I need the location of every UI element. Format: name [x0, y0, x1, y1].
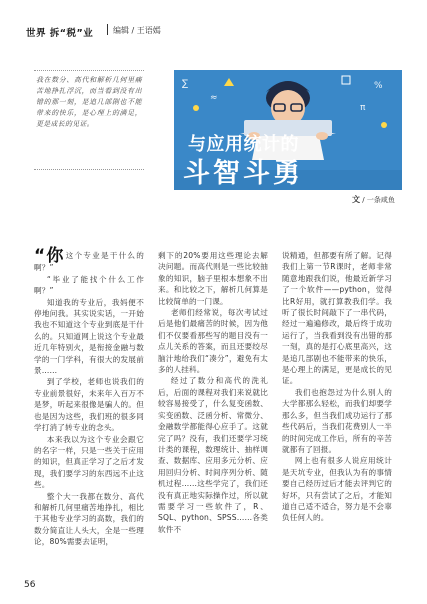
- paragraph: 整个大一我都在数分、高代和解析几何里痛苦地挣扎，相比于其他专业学习的高数，我们的数分简直让人头大，全是一些理论，80%需要去证明，: [34, 491, 144, 547]
- formula-glyph: π: [360, 103, 366, 113]
- section-title: 世界 拆“税”业: [26, 28, 94, 39]
- byline-prefix: 文: [352, 195, 360, 204]
- paragraph: 经过了数分和高代的洗礼后，后面的课程对我们来说就比较容易接受了，什么复变函数、实变函数、泛函分析、常微分、金融数学都能得心应手了。这就完了吗？没有，我们还要学习统计类的课程，数理统计、抽样调查、数据库、应用多元分析、应用回归分析、时间序列分析、随机过程……这些学完了，我们还没有真正地实际操作过，所以就需要学习一些软件了，R、SQL、python、SPSS……各类软件不: [158, 376, 268, 534]
- lead-paragraph: [34, 246, 144, 274]
- drop-cap: “你: [34, 246, 65, 266]
- decor-dot: [193, 105, 199, 111]
- decor-square: [342, 76, 350, 84]
- article-title-line1: 与应用统计的: [188, 134, 299, 155]
- article-title-line2: 斗智斗勇: [183, 158, 303, 189]
- paragraph: 网上也有很多人说应用统计是天坑专业，但我认为有的事情要自己经历过后才能去评判它的好坏，只有尝试了之后，才能知道自己适不适合，努力是不会辜负任何人的。: [282, 456, 392, 523]
- paragraph: “毕业了能找个什么工作啊？”: [34, 274, 144, 296]
- text-column-2: [158, 250, 268, 535]
- decor-triangle: [224, 78, 234, 86]
- paragraph: 剩下的20%要用这些理论去解决问题。而高代则是一些比较抽象的知识，脑子里根本想象不出来。和比较之下，解析几何算是比较简单的一门课。: [158, 251, 268, 306]
- intro-quote: 我在数分、高代和解析几何里痛苦地挣扎浮沉，而当看到没有出错的那一刻，是追几部剧也不能带来的快乐，是心理上的满足，更是成长的见证。: [36, 76, 142, 129]
- paragraph: 本来我以为这个专业会跟它的名字一样，只是一些关于应用的知识，但真正学习了之后才发现，我们要学习的东西远不止这些。: [34, 434, 144, 490]
- page-number: 56: [24, 580, 36, 590]
- formula-glyph: ≈: [210, 93, 218, 103]
- formula-glyph: ∑: [182, 79, 189, 89]
- decor-dot: [381, 122, 387, 128]
- header-divider: [107, 24, 108, 35]
- paragraph: 知道我的专业后，我妈便不停地问我。其实说实话，一开始我也不知道这个专业到底是干什么的。只知道网上说这个专业最近几年特别火，是衔接金融与数学的一门学科，有很大的发展前景……: [34, 297, 144, 376]
- paragraph: 到了学校，老师也说我们的专业前景很好，未来年入百万不是梦，听起来很像是骗人的。但也是因为这些，我们班的很多同学打消了转专业的念头。: [34, 377, 144, 433]
- paragraph: 我们也抱怨过为什么别人的大学都那么轻松，而我们却要学那么多，但当我们成功运行了那些代码后，当我们花费别人一半的时间完成工作后，所有的辛苦就都有了回报。: [282, 387, 392, 454]
- author-name: / 一条咸鱼: [362, 196, 395, 204]
- text-column-1: [34, 246, 144, 548]
- hand: [316, 132, 328, 140]
- editor-credit: 编辑 / 王语嫣: [113, 26, 161, 35]
- text-column-3: [282, 250, 392, 524]
- paragraph: 老师们经常说，每次考试过后是他们最痛苦的时候，因为他们不仅要看那些写的题目没有一点儿关系的答案，而且还要绞尽脑汁地给我们“凑分”，避免有太多的人挂科。: [158, 308, 268, 375]
- author-byline: [352, 194, 395, 205]
- lead-text: 这个专业是干什么的啊？”: [34, 251, 144, 273]
- paragraph: 说精通，但都要有所了解。记得我们上第一节R课时，老师非常随意地跟我们说，他最近新学习了一个软件——python，觉得比R好用，就打算教我们学。我听了很长时间敲下了一串代码，经过一遍遍修改，最后终于成功运行了，当我看到没有出错的那一刻，真的是打心底里高兴，这是追几部剧也不能带来的快乐，是心理上的满足，更是成长的见证。: [282, 251, 392, 386]
- formula-glyph: %: [374, 81, 383, 91]
